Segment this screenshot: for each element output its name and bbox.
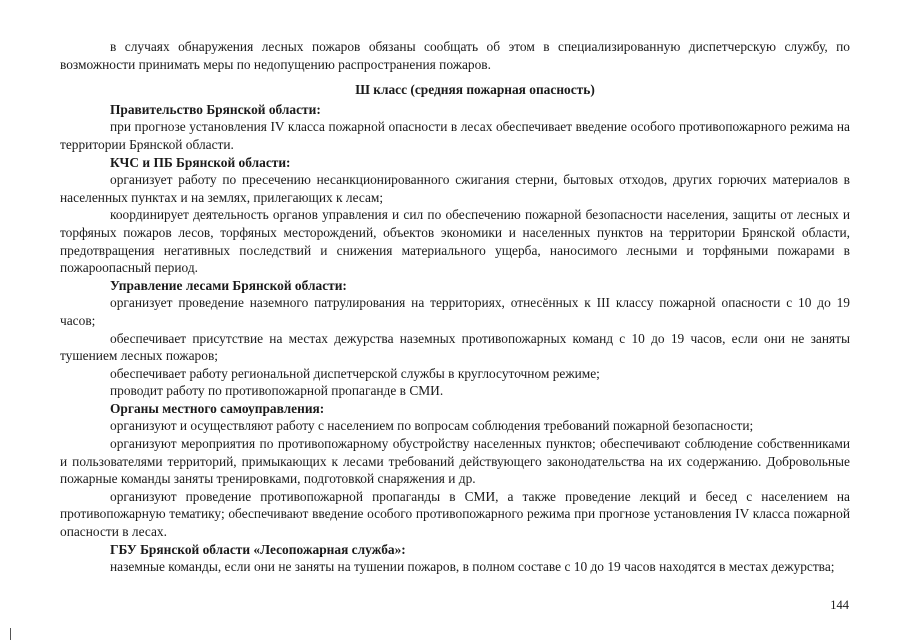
heading-government: Правительство Брянской области: xyxy=(110,101,321,117)
heading-fire-service: ГБУ Брянской области «Лесопожарная служба»: xyxy=(110,541,406,557)
paragraph-forest-1: организует проведение наземного патрулирования на территориях, отнесённых к III классу пожарной опасности с 10 до 19 часов; xyxy=(60,295,850,328)
paragraph-local-3: организуют проведение противопожарной пропаганды в СМИ, а также проведение лекций и бесед с населением на противопожарную тематику; обеспечивают введение особого противопожарного режима при прогнозе установления IV класса пожарной опасности в лесах. xyxy=(60,488,850,540)
paragraph-kchs-2: координирует деятельность органов управления и сил по обеспечению пожарной безопасности населения, защиты от лесных и торфяных пожаров лесов, торфяных месторождений, объектов экономики и населенных пунктов на территории Брянской области, предотвращения негативных последствий и снижения материального ущерба, наносимого лесными и торфяными пожарами в пожароопасный период. xyxy=(60,207,850,276)
scan-edge-mark xyxy=(10,628,11,640)
paragraph-local-1: организуют и осуществляют работу с населением по вопросам соблюдения требований пожарной безопасности; xyxy=(110,418,754,434)
paragraph-forest-2: обеспечивает присутствие на местах дежурства наземных противопожарных команд с 10 до 19 часов, если они не заняты тушением лесных пожаров; xyxy=(60,330,850,364)
paragraph-fire-service: наземные команды, если они не заняты на тушении пожаров, в полном составе с 10 до 19 часов находятся в местах дежурства; xyxy=(110,559,835,575)
heading-forest-management: Управление лесами Брянской области: xyxy=(110,277,347,293)
heading-local-government: Органы местного самоуправления: xyxy=(110,400,325,416)
paragraph-intro: в случаях обнаружения лесных пожаров обязаны сообщать об этом в специализированную диспетчерскую службу, по возможности принимать меры по недопущению распространения пожаров. xyxy=(60,39,850,72)
section-heading-class-3: Ш класс (средняя пожарная опасность) xyxy=(355,82,595,98)
paragraph-kchs-1: организует работу по пресечению несанкционированного сжигания стерни, бытовых отходов, других горючих материалов в населенных пунктах и на землях, прилегающих к лесам; xyxy=(60,172,850,205)
paragraph-local-2: организуют мероприятия по противопожарному обустройству населенных пунктов; обеспечивают соблюдение собственниками и пользователями территорий, примыкающих к лесами требований действующего законодательства на их содержанию. Добровольные пожарные команды заняты тренировками, подготовкой снаряжения и др. xyxy=(60,436,850,487)
heading-kchs: КЧС и ПБ Брянской области: xyxy=(110,154,291,170)
document-page xyxy=(60,38,850,576)
page-number: 144 xyxy=(830,598,849,612)
paragraph-government: при прогнозе установления IV класса пожарной опасности в лесах обеспечивает введение особого противопожарного режима на территории Брянской области. xyxy=(60,119,850,152)
paragraph-forest-3: обеспечивает работу региональной диспетчерской службы в круглосуточном режиме; xyxy=(110,365,600,381)
paragraph-forest-4: проводит работу по противопожарной пропаганде в СМИ. xyxy=(110,383,444,399)
